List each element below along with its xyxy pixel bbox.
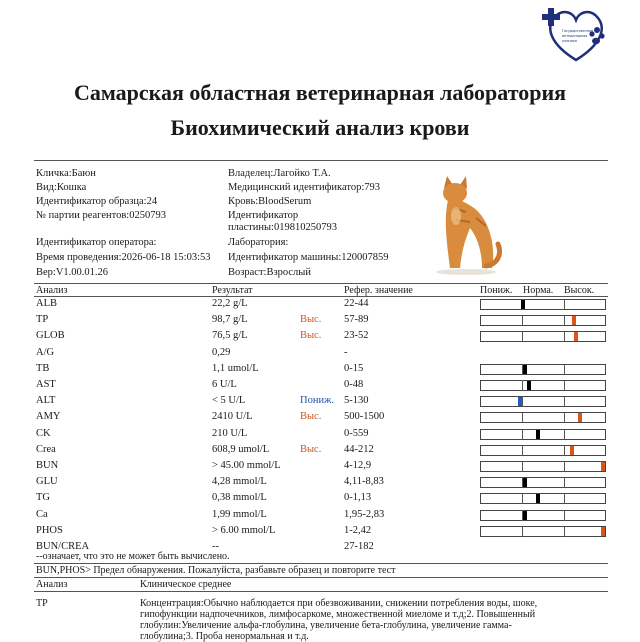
analyte-result: -- bbox=[212, 541, 219, 552]
range-divider bbox=[522, 315, 523, 326]
table-row bbox=[34, 394, 608, 410]
range-bar bbox=[480, 331, 606, 342]
clinical-line: глобулин:Увеличение альфа-глобулина, увеличение бета-глобулина, увеличение гамма- bbox=[140, 620, 512, 631]
table-row bbox=[34, 378, 608, 394]
analyte-flag: Пониж. bbox=[300, 395, 334, 407]
range-bar bbox=[480, 364, 606, 375]
range-divider bbox=[564, 380, 565, 391]
species: Вид:Кошка bbox=[36, 182, 87, 193]
clinical-col-text: Клиническое среднее bbox=[140, 579, 232, 590]
clinical-item-name: TP bbox=[36, 598, 48, 609]
analyte-ref-range: 1-2,42 bbox=[344, 524, 372, 536]
col-ref: Рефер. значение bbox=[344, 285, 413, 296]
analyte-ref-range: 0-15 bbox=[344, 362, 364, 374]
range-bar bbox=[480, 526, 606, 537]
analyte-ref-range: 4,11-8,83 bbox=[344, 476, 384, 488]
analyte-name: Crea bbox=[36, 443, 56, 455]
table-row bbox=[34, 443, 608, 459]
col-high: Высок. bbox=[564, 285, 595, 296]
range-divider bbox=[564, 299, 565, 310]
analyte-name: TP bbox=[36, 314, 49, 326]
range-marker bbox=[578, 413, 582, 422]
analyte-result: 1,1 umol/L bbox=[212, 362, 259, 374]
range-divider bbox=[522, 526, 523, 537]
analyte-name: AMY bbox=[36, 411, 61, 423]
analyte-flag: Выс. bbox=[300, 314, 322, 326]
clinical-line: Концентрация:Обычно наблюдается при обезвоживании, снижении потребления воды, шоке, bbox=[140, 598, 538, 609]
reagent-batch: № партии реагентов:0250793 bbox=[36, 210, 166, 221]
range-divider bbox=[564, 331, 565, 342]
range-marker bbox=[523, 365, 527, 374]
range-divider bbox=[522, 429, 523, 440]
pet-name: Кличка:Баюн bbox=[36, 168, 96, 179]
medical-id: Медицинский идентификатор:793 bbox=[228, 182, 380, 193]
analyte-ref-range: 23-52 bbox=[344, 330, 369, 342]
report-title: Биохимический анализ крови bbox=[170, 115, 470, 140]
divider bbox=[34, 591, 608, 592]
analyte-ref-range: 57-89 bbox=[344, 314, 369, 326]
note-dash: --означает, что это не может быть вычислено. bbox=[36, 551, 230, 562]
analyte-result: 98,7 g/L bbox=[212, 314, 248, 326]
range-divider bbox=[564, 477, 565, 488]
clinical-text bbox=[140, 598, 608, 642]
divider bbox=[34, 577, 608, 578]
range-marker bbox=[521, 300, 525, 309]
range-bar bbox=[480, 510, 606, 521]
analyte-name: AST bbox=[36, 379, 56, 390]
analyte-ref-range: 0-559 bbox=[344, 427, 369, 439]
divider bbox=[34, 160, 608, 161]
analyte-result: 4,28 mmol/L bbox=[212, 476, 267, 488]
col-analysis: Анализ bbox=[36, 285, 68, 296]
range-marker bbox=[572, 316, 576, 325]
range-marker bbox=[518, 397, 522, 406]
table-row bbox=[34, 410, 608, 426]
operator-id: Идентификатор оператора: bbox=[36, 237, 157, 248]
table-row bbox=[34, 491, 608, 507]
range-divider bbox=[564, 510, 565, 521]
clinical-line: гипофункции надпочечников, лимфосаркоме, множественной миеломе и т.д;2. Повышенный bbox=[140, 609, 536, 620]
lab-title: Самарская областная ветеринарная лаборатория bbox=[73, 80, 567, 105]
analyte-ref-range: 27-182 bbox=[344, 541, 374, 552]
age: Возраст:Взрослый bbox=[228, 267, 311, 278]
analyte-name: TB bbox=[36, 362, 50, 374]
range-bar bbox=[480, 299, 606, 310]
table-row bbox=[34, 459, 608, 475]
range-divider bbox=[522, 331, 523, 342]
range-bar bbox=[480, 396, 606, 407]
svg-text:Государственная: Государственная bbox=[562, 29, 594, 33]
table-row bbox=[34, 427, 608, 443]
range-marker bbox=[601, 462, 605, 471]
analyte-name: PHOS bbox=[36, 524, 63, 536]
range-divider bbox=[522, 412, 523, 423]
col-result: Результат bbox=[212, 285, 253, 296]
range-bar bbox=[480, 445, 606, 456]
version: Вер:V1.00.01.26 bbox=[36, 267, 109, 278]
analyte-name: A/G bbox=[36, 346, 55, 358]
range-marker bbox=[523, 511, 527, 520]
analyte-result: 0,29 bbox=[212, 346, 231, 358]
col-norm: Норма. bbox=[523, 285, 554, 296]
plate-id-value: пластины:019810250793 bbox=[228, 222, 337, 233]
analyte-name: ALB bbox=[36, 298, 57, 309]
analyte-ref-range: 1,95-2,83 bbox=[344, 508, 385, 520]
analyte-result: > 6.00 mmol/L bbox=[212, 524, 276, 536]
range-divider bbox=[564, 526, 565, 537]
analyte-ref-range: 0-48 bbox=[344, 379, 364, 390]
analyte-result: 76,5 g/L bbox=[212, 330, 248, 342]
range-divider bbox=[564, 315, 565, 326]
note-limit: BUN,PHOS> Предел обнаружения. Пожалуйста, разбавьте образец и повторите тест bbox=[36, 565, 396, 576]
analyte-name: GLU bbox=[36, 476, 58, 488]
analyte-ref-range: 0-1,13 bbox=[344, 492, 372, 504]
svg-text:ветеринарная: ветеринарная bbox=[562, 34, 588, 38]
machine-id: Идентификатор машины:120007859 bbox=[228, 252, 389, 263]
range-marker bbox=[536, 494, 540, 503]
owner: Владелец:Лагойко Т.А. bbox=[228, 168, 331, 179]
col-low: Пониж. bbox=[480, 285, 513, 296]
table-row bbox=[34, 346, 608, 362]
analyte-name: GLOB bbox=[36, 330, 65, 342]
analyte-result: < 5 U/L bbox=[212, 395, 246, 407]
analyte-name: TG bbox=[36, 492, 50, 504]
laboratory: Лаборатория: bbox=[228, 237, 289, 248]
range-divider bbox=[564, 461, 565, 472]
range-bar bbox=[480, 429, 606, 440]
analyte-result: 0,38 mmol/L bbox=[212, 492, 267, 504]
range-marker bbox=[574, 332, 578, 341]
clinical-line: глобулина;3. Проба ненормальная и т.д. bbox=[140, 631, 309, 642]
analyte-result: 1,99 mmol/L bbox=[212, 508, 267, 520]
range-bar bbox=[480, 315, 606, 326]
analyte-ref-range: 500-1500 bbox=[344, 411, 385, 423]
analyte-name: BUN/CREA bbox=[36, 541, 90, 552]
range-bar bbox=[480, 477, 606, 488]
range-divider bbox=[564, 493, 565, 504]
analyte-flag: Выс. bbox=[300, 330, 322, 342]
analyte-result: 608,9 umol/L bbox=[212, 443, 270, 455]
range-divider bbox=[522, 445, 523, 456]
range-bar bbox=[480, 412, 606, 423]
analyte-name: Ca bbox=[36, 508, 48, 520]
analyte-result: 210 U/L bbox=[212, 427, 248, 439]
range-divider bbox=[522, 493, 523, 504]
range-marker bbox=[527, 381, 531, 390]
clinic-logo bbox=[540, 2, 612, 66]
range-divider bbox=[564, 412, 565, 423]
plate-id-label: Идентификатор bbox=[228, 210, 299, 221]
clinical-col-analysis: Анализ bbox=[36, 579, 68, 590]
table-row bbox=[34, 524, 608, 540]
range-bar bbox=[480, 493, 606, 504]
analyte-ref-range: 22-44 bbox=[344, 298, 369, 309]
range-divider bbox=[522, 380, 523, 391]
analyte-ref-range: 4-12,9 bbox=[344, 460, 372, 471]
range-bar bbox=[480, 380, 606, 391]
sample-id: Идентификатор образца:24 bbox=[36, 196, 158, 207]
analyte-result: 2410 U/L bbox=[212, 411, 253, 423]
range-divider bbox=[522, 461, 523, 472]
analyte-ref-range: 44-212 bbox=[344, 443, 374, 455]
analyte-name: ALT bbox=[36, 395, 56, 407]
range-marker bbox=[601, 527, 605, 536]
range-marker bbox=[523, 478, 527, 487]
table-row bbox=[34, 313, 608, 329]
analyte-ref-range: 5-130 bbox=[344, 395, 369, 407]
table-row bbox=[34, 297, 608, 313]
table-row bbox=[34, 329, 608, 345]
range-bar bbox=[480, 461, 606, 472]
divider bbox=[34, 563, 608, 564]
range-marker bbox=[570, 446, 574, 455]
analyte-ref-range: - bbox=[344, 346, 348, 358]
analyte-flag: Выс. bbox=[300, 443, 322, 455]
range-divider bbox=[522, 396, 523, 407]
analyte-result: > 45.00 mmol/L bbox=[212, 460, 281, 471]
analyte-name: CK bbox=[36, 427, 51, 439]
range-divider bbox=[564, 364, 565, 375]
test-time: Время проведения:2026-06-18 15:03:53 bbox=[36, 252, 211, 263]
analyte-result: 6 U/L bbox=[212, 379, 237, 390]
analyte-result: 22,2 g/L bbox=[212, 298, 248, 309]
table-row bbox=[34, 508, 608, 524]
analyte-flag: Выс. bbox=[300, 411, 322, 423]
range-marker bbox=[536, 430, 540, 439]
analyte-name: BUN bbox=[36, 460, 59, 471]
svg-text:клиника: клиника bbox=[562, 39, 577, 43]
table-row bbox=[34, 475, 608, 491]
range-divider bbox=[564, 429, 565, 440]
range-divider bbox=[564, 445, 565, 456]
blood-type: Кровь:BloodSerum bbox=[228, 196, 312, 207]
cat-photo bbox=[426, 168, 508, 278]
range-divider bbox=[564, 396, 565, 407]
table-row bbox=[34, 362, 608, 378]
